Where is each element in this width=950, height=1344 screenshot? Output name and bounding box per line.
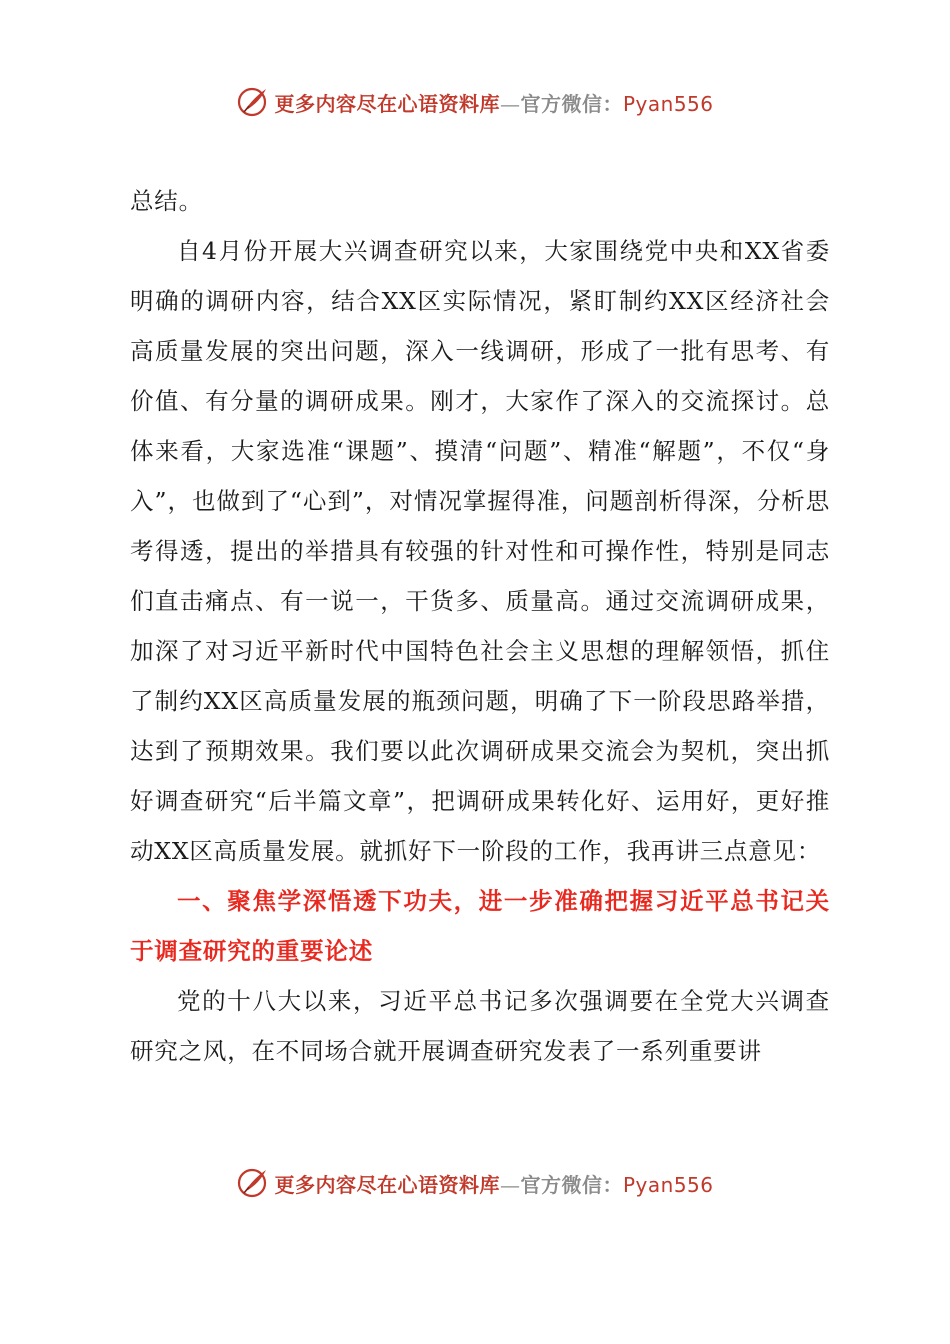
footer-banner-text <box>274 1169 713 1198</box>
header-wechat-id: Pyan556 <box>622 91 714 116</box>
paragraph-continuation: 总结。 <box>130 187 203 215</box>
footer-brand: 更多内容尽在心语资料库 <box>274 1172 500 1197</box>
document-body <box>130 176 830 1076</box>
footer-dash: — <box>499 1172 521 1197</box>
quill-logo-icon <box>236 85 270 119</box>
quill-logo-icon <box>236 1166 270 1200</box>
paragraph-intro: 自4月份开展大兴调查研究以来，大家围绕党中央和XX省委明确的调研内容，结合XX区实际情况，紧盯制约XX区经济社会高质量发展的突出问题，深入一线调研，形成了一批有思考、有价值、有分量的调研成果。刚才，大家作了深入的交流探讨。总体来看，大家选准“课题”、摸清“问题”、精准“解题”，不仅“身入”，也做到了“心到”，对情况掌握得准，问题剖析得深，分析思考得透，提出的举措具有较强的针对性和可操作性，特别是同志们直击痛点、有一说一，干货多、质量高。通过交流调研成果，加深了对习近平新时代中国特色社会主义思想的理解领悟，抓住了制约XX区高质量发展的瓶颈问题，明确了下一阶段思路举措，达到了预期效果。我们要以此次调研成果交流会为契机，突出抓好调查研究“后半篇文章”，把调研成果转化好、运用好，更好推动XX区高质量发展。就抓好下一阶段的工作，我再讲三点意见： <box>130 237 830 865</box>
header-wechat-label: 官方微信： <box>520 91 623 116</box>
header-banner-text <box>274 88 713 117</box>
footer-banner <box>0 1163 950 1203</box>
footer-wechat-label: 官方微信： <box>520 1172 623 1197</box>
header-banner <box>0 82 950 122</box>
section-heading-1: 一、聚焦学深悟透下功夫，进一步准确把握习近平总书记关于调查研究的重要论述 <box>130 887 830 965</box>
footer-wechat-id: Pyan556 <box>622 1172 714 1197</box>
header-dash: — <box>499 91 521 116</box>
paragraph-section-1: 党的十八大以来，习近平总书记多次强调要在全党大兴调查研究之风，在不同场合就开展调查研究发表了一系列重要讲 <box>130 987 830 1065</box>
header-brand: 更多内容尽在心语资料库 <box>274 91 500 116</box>
